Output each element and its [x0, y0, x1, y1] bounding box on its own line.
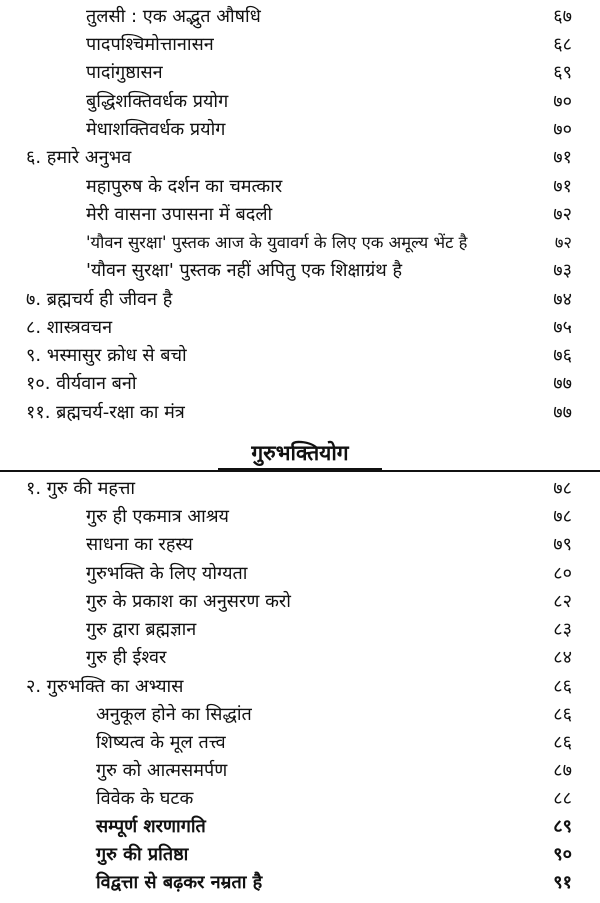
toc-entry-title: तुलसी : एक अद्भुत औषधि [86, 6, 261, 27]
toc-entry-page: ६९ [553, 62, 572, 83]
toc-entry-page: ७८ [553, 506, 572, 527]
toc-entry-title: 'यौवन सुरक्षा' पुस्तक आज के युवावर्ग के लिए एक अमूल्य भेंट है [86, 233, 468, 252]
toc-entry-title: गुरु द्वारा ब्रह्मज्ञान [86, 619, 197, 640]
toc-row [0, 343, 600, 369]
toc-entry-title: गुरु ही ईश्वर [86, 647, 167, 668]
section-divider [0, 470, 600, 472]
toc-row [0, 145, 600, 171]
toc-entry-page: ८४ [553, 647, 572, 668]
toc-entry-page: ७९ [553, 534, 572, 555]
toc-row [0, 561, 600, 587]
toc-entry-title: पादांगुष्ठासन [86, 62, 163, 83]
toc-entry-title: बुद्धिशक्तिवर्धक प्रयोग [86, 91, 229, 112]
toc-row [0, 476, 600, 502]
toc-entry-title: अनुकूल होने का सिद्धांत [96, 704, 252, 725]
toc-entry-page: ६७ [553, 6, 572, 27]
toc-entry-title: पादपश्चिमोत्तानासन [86, 34, 214, 55]
toc-row [0, 315, 600, 341]
toc-entry-title: ७. ब्रह्मचर्य ही जीवन है [26, 289, 173, 310]
toc-row [0, 617, 600, 643]
toc-entry-page: ७१ [553, 176, 572, 197]
toc-row [0, 400, 600, 426]
toc-entry-page: ८८ [553, 788, 572, 809]
toc-entry-title: ८. शास्त्रवचन [26, 317, 113, 338]
toc-row [0, 504, 600, 530]
toc-entry-page: ७७ [553, 402, 572, 423]
toc-entry-page: ८६ [553, 732, 572, 753]
toc-entry-title: साधना का रहस्य [86, 534, 193, 555]
toc-entry-page: ७० [553, 119, 572, 140]
toc-row [0, 60, 600, 86]
toc-entry-title: मेरी वासना उपासना में बदली [86, 204, 273, 225]
toc-row [0, 230, 600, 256]
toc-entry-page: ८६ [553, 704, 572, 725]
toc-row [0, 287, 600, 313]
toc-entry-page: ८० [553, 563, 572, 584]
toc-entry-title: गुरुभक्ति के लिए योग्यता [86, 563, 248, 584]
toc-entry-title: १०. वीर्यवान बनो [26, 373, 137, 394]
toc-row [0, 786, 600, 812]
toc-entry-page: ९० [553, 844, 572, 865]
toc-row [0, 645, 600, 671]
toc-entry-page: ८७ [553, 760, 572, 781]
toc-entry-title: विद्वत्ता से बढ़कर नम्रता है [96, 872, 263, 893]
toc-entry-page: ७२ [553, 204, 572, 225]
toc-entry-page: ७१ [553, 147, 572, 168]
toc-entry-title: १. गुरु की महत्ता [26, 478, 136, 499]
toc-entry-page: ८२ [553, 591, 572, 612]
toc-entry-page: ७२ [554, 233, 572, 252]
toc-entry-page: ७० [553, 91, 572, 112]
toc-entry-title: ६. हमारे अनुभव [26, 147, 132, 168]
toc-entry-title: ९. भस्मासुर क्रोध से बचो [26, 345, 187, 366]
toc-row [0, 702, 600, 728]
toc-row [0, 842, 600, 868]
toc-row [0, 4, 600, 30]
toc-entry-title: गुरु ही एकमात्र आश्रय [86, 506, 230, 527]
toc-entry-page: ६८ [553, 34, 572, 55]
toc-entry-page: ८३ [553, 619, 572, 640]
toc-row [0, 32, 600, 58]
toc-row [0, 371, 600, 397]
toc-entry-page: ७३ [553, 260, 572, 281]
toc-entry-title: शिष्यत्व के मूल तत्त्व [96, 732, 226, 753]
toc-entry-title: मेधाशक्तिवर्धक प्रयोग [86, 119, 226, 140]
toc-entry-page: ७५ [553, 317, 572, 338]
toc-row [0, 89, 600, 115]
toc-entry-page: ८९ [553, 816, 572, 837]
toc-entry-title: गुरु के प्रकाश का अनुसरण करो [86, 591, 291, 612]
toc-entry-page: ७४ [553, 289, 572, 310]
section-title: गुरुभक्तियोग [218, 438, 382, 471]
toc-entry-page: ९१ [553, 872, 572, 893]
toc-entry-title: गुरु को आत्मसमर्पण [96, 760, 228, 781]
toc-row [0, 674, 600, 700]
toc-entry-page: ७६ [553, 345, 572, 366]
toc-row [0, 532, 600, 558]
toc-row [0, 758, 600, 784]
toc-row [0, 117, 600, 143]
toc-row [0, 730, 600, 756]
toc-entry-title: विवेक के घटक [96, 788, 194, 809]
toc-entry-page: ८६ [553, 676, 572, 697]
toc-row [0, 202, 600, 228]
toc-entry-title: सम्पूर्ण शरणागति [96, 816, 206, 837]
toc-entry-page: ७७ [553, 373, 572, 394]
section-header [0, 438, 600, 472]
toc-row [0, 174, 600, 200]
toc-row [0, 589, 600, 615]
toc-entry-title: महापुरुष के दर्शन का चमत्कार [86, 176, 283, 197]
toc-entry-page: ७८ [553, 478, 572, 499]
toc-entry-title: २. गुरुभक्ति का अभ्यास [26, 676, 184, 697]
toc-row [0, 814, 600, 840]
toc-entry-title: 'यौवन सुरक्षा' पुस्तक नहीं अपितु एक शिक्षाग्रंथ है [86, 260, 403, 281]
toc-row [0, 258, 600, 284]
toc-entry-title: गुरु की प्रतिष्ठा [96, 844, 189, 865]
toc-row [0, 870, 600, 896]
toc-entry-title: ११. ब्रह्मचर्य-रक्षा का मंत्र [26, 402, 185, 423]
